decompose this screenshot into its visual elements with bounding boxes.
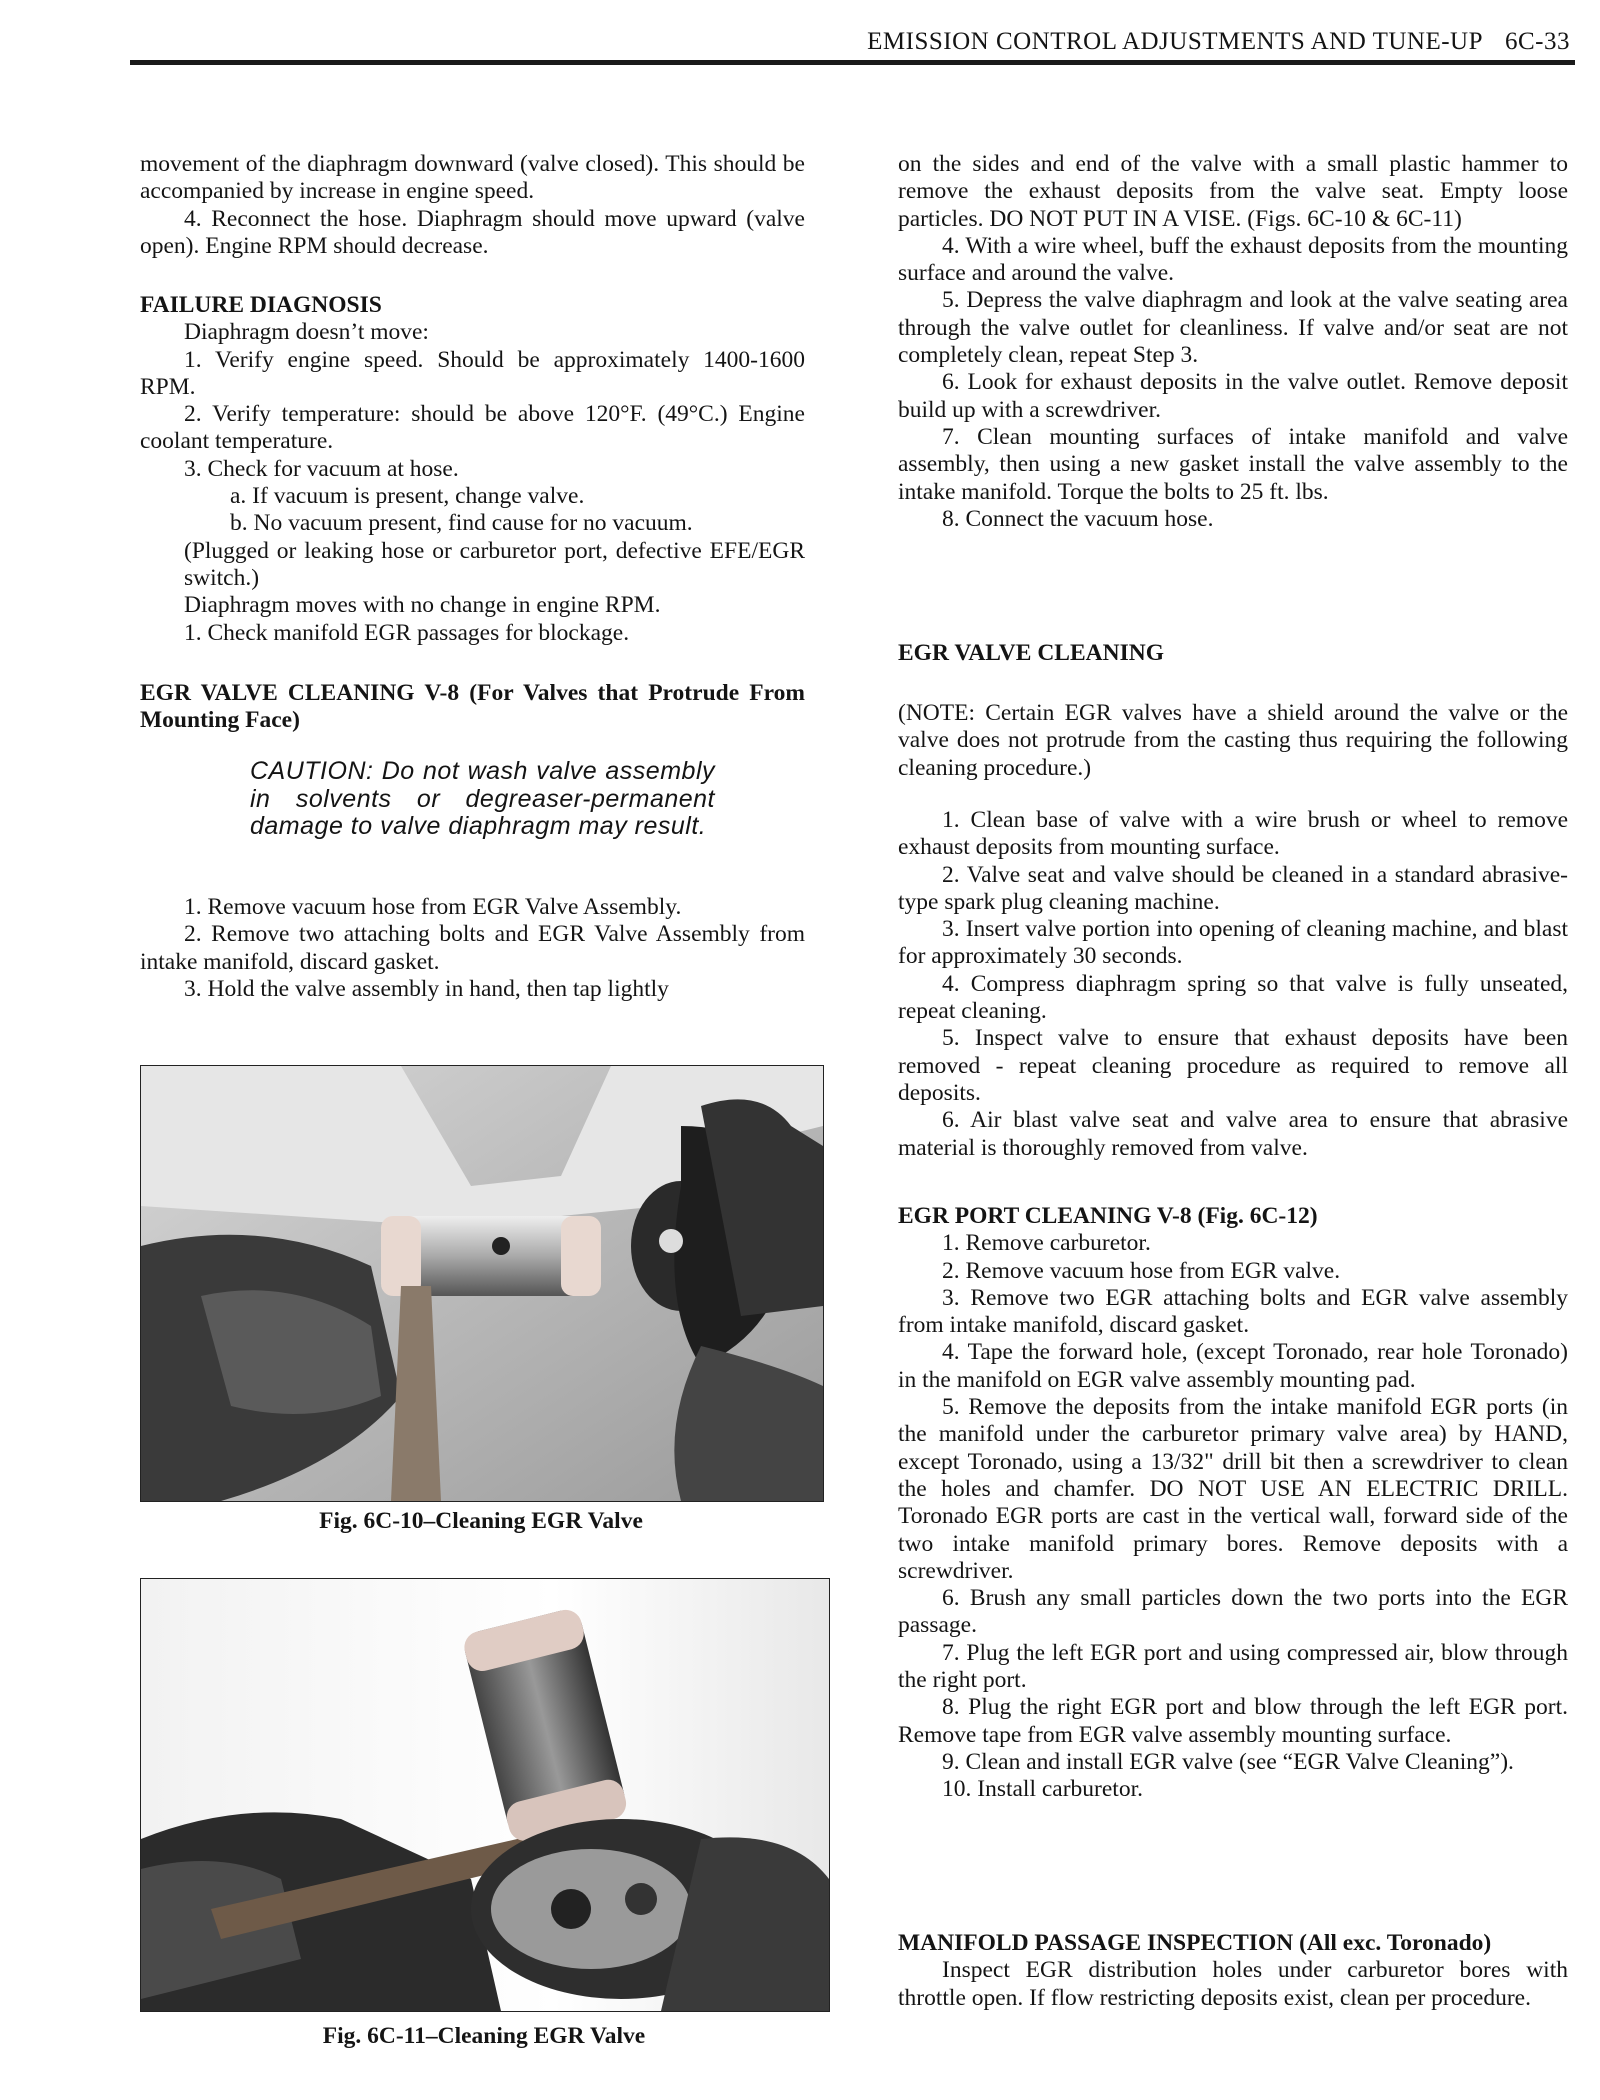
left-section — [140, 680, 805, 735]
paragraph: 1. Clean base of valve with a wire brush or wheel to remove exhaust deposits from mounting surface. — [898, 807, 1568, 861]
left-section — [140, 292, 805, 647]
paragraph: Diaphragm moves with no change in engine RPM. — [184, 592, 661, 619]
paragraph: 7. Clean mounting surfaces of intake manifold and valve assembly, then using a new gasket install the valve assembly to the intake manifold. Torque the bolts to 25 ft. lbs. — [898, 423, 1568, 505]
header-title: EMISSION CONTROL ADJUSTMENTS AND TUNE-UP — [867, 28, 1483, 55]
section-heading: EGR PORT CLEANING V-8 (Fig. 6C-12) — [898, 1203, 1318, 1229]
paragraph: 2. Remove vacuum hose from EGR valve. — [942, 1257, 1341, 1284]
right-section — [898, 1203, 1568, 1804]
paragraph: movement of the diaphragm downward (valve closed). This should be accompanied by increase in engine speed. — [140, 151, 805, 205]
paragraph: 4. Reconnect the hose. Diaphragm should move upward (valve open). Engine RPM should decrease. — [140, 205, 805, 259]
paragraph: 2. Verify temperature: should be above 120°F. (49°C.) Engine coolant temperature. — [140, 401, 805, 455]
paragraph: 1. Check manifold EGR passages for blockage. — [184, 619, 630, 646]
paragraph: 5. Remove the deposits from the intake manifold EGR ports (in the manifold under the carburetor primary valve area) by HAND, except Toronado, using a 13/32" drill bit then a screwdriver to clean the holes and chamfer. DO NOT USE AN ELECTRIC DRILL. Toronado EGR ports are cast in the vertical wall, forward side of the two intake manifold primary bores. Remove deposits with a screwdriver. — [898, 1394, 1568, 1584]
paragraph: on the sides and end of the valve with a small plastic hammer to remove the exhaust deposits from the valve seat. Empty loose particles. DO NOT PUT IN A VISE. (Figs. 6C-10 & 6C-11) — [898, 151, 1568, 232]
paragraph: (NOTE: Certain EGR valves have a shield around the valve or the valve does not protrude from the casting thus requiring the following cleaning procedure.) — [898, 700, 1568, 781]
section-heading: MANIFOLD PASSAGE INSPECTION (All exc. Toronado) — [898, 1930, 1492, 1956]
section-heading: EGR VALVE CLEANING — [898, 640, 1164, 666]
right-section — [898, 807, 1568, 1162]
caution-note: CAUTION: Do not wash valve assembly in solvents or degreaser-permanent damage to valve diaphragm may result. — [250, 757, 715, 840]
paragraph: 3. Check for vacuum at hose. — [184, 455, 459, 482]
paragraph: 5. Depress the valve diaphragm and look at the valve seating area through the valve outlet for cleanliness. If valve and/or seat are not completely clean, repeat Step 3. — [898, 287, 1568, 369]
paragraph: 4. Compress diaphragm spring so that valve is fully unseated, repeat cleaning. — [898, 970, 1568, 1025]
paragraph: Diaphragm doesn’t move: — [184, 319, 429, 346]
paragraph: 8. Plug the right EGR port and blow through the left EGR port. Remove tape from EGR valve assembly mounting surface. — [898, 1694, 1568, 1748]
right-section — [898, 151, 1568, 533]
paragraph: 9. Clean and install EGR valve (see “EGR Valve Cleaning”). — [942, 1748, 1514, 1775]
figure-6c-11-photo — [140, 1578, 830, 2012]
paragraph: 4. Tape the forward hole, (except Toronado, rear hole Toronado) in the manifold on EGR valve assembly mounting pad. — [898, 1339, 1568, 1393]
photo-hand-hammer-valve — [141, 1066, 823, 1501]
paragraph: 6. Brush any small particles down the two ports into the EGR passage. — [898, 1585, 1568, 1639]
paragraph: 7. Plug the left EGR port and using compressed air, blow through the right port. — [898, 1639, 1568, 1694]
figure-6c-10-photo — [140, 1065, 824, 1502]
left-section — [140, 894, 805, 1003]
right-section — [898, 1930, 1568, 2012]
section-heading: EGR VALVE CLEANING V-8 (For Valves that Protrude From Mounting Face) — [140, 680, 805, 734]
paragraph: 10. Install carburetor. — [942, 1776, 1143, 1803]
right-section — [898, 700, 1568, 782]
page-number: 6C-33 — [1505, 28, 1570, 55]
paragraph: 2. Valve seat and valve should be cleaned in a standard abrasive-type spark plug cleaning machine. — [898, 861, 1568, 915]
section-heading: FAILURE DIAGNOSIS — [140, 292, 382, 318]
paragraph: 1. Remove vacuum hose from EGR Valve Assembly. — [184, 894, 682, 920]
paragraph: b. No vacuum present, find cause for no vacuum. — [230, 510, 693, 537]
paragraph: 6. Look for exhaust deposits in the valve outlet. Remove deposit build up with a screwdriver. — [898, 369, 1568, 423]
figure-6c-10-caption: Fig. 6C-10–Cleaning EGR Valve — [319, 1508, 643, 1534]
paragraph: 3. Hold the valve assembly in hand, then tap lightly — [184, 975, 669, 1002]
right-section — [898, 640, 1568, 667]
paragraph: 3. Remove two EGR attaching bolts and EGR valve assembly from intake manifold, discard gasket. — [898, 1284, 1568, 1339]
paragraph: 2. Remove two attaching bolts and EGR Valve Assembly from intake manifold, discard gasket. — [140, 921, 805, 975]
paragraph: 3. Insert valve portion into opening of cleaning machine, and blast for approximately 30 seconds. — [898, 916, 1568, 970]
paragraph: (Plugged or leaking hose or carburetor port, defective EFE/EGR switch.) — [184, 537, 805, 591]
paragraph: 4. With a wire wheel, buff the exhaust deposits from the mounting surface and around the valve. — [898, 232, 1568, 287]
paragraph: 1. Verify engine speed. Should be approximately 1400-1600 RPM. — [140, 346, 805, 400]
paragraph: 6. Air blast valve seat and valve area to ensure that abrasive material is thoroughly removed from valve. — [898, 1107, 1568, 1161]
page-header — [867, 28, 1570, 56]
paragraph: 1. Remove carburetor. — [942, 1230, 1151, 1257]
paragraph: a. If vacuum is present, change valve. — [230, 483, 585, 510]
paragraph: Inspect EGR distribution holes under carburetor bores with throttle open. If flow restricting deposits exist, clean per procedure. — [898, 1957, 1568, 2011]
figure-6c-11-caption: Fig. 6C-11–Cleaning EGR Valve — [322, 2023, 646, 2049]
left-section — [140, 151, 805, 260]
paragraph: 5. Inspect valve to ensure that exhaust deposits have been removed - repeat cleaning procedure as required to remove all deposits. — [898, 1025, 1568, 1106]
header-rule — [130, 60, 1575, 65]
paragraph: 8. Connect the vacuum hose. — [942, 505, 1214, 532]
photo-hammer-tapping-valve — [141, 1579, 829, 2011]
